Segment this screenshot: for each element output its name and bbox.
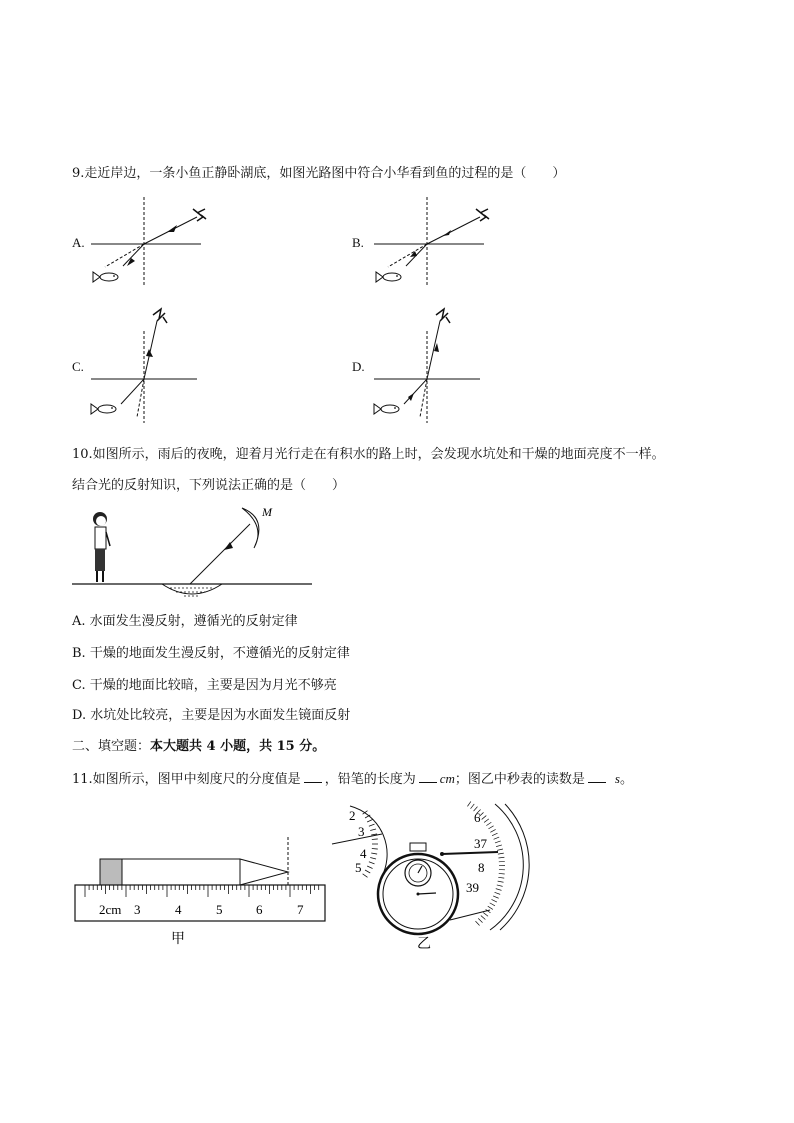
section-2-description: 本大题共 4 小题，共 15 分。 [150, 739, 326, 754]
outer-dial-tick [498, 853, 504, 854]
ruler-label-6: 6 [256, 902, 263, 917]
inner-dial-label-2: 2 [349, 808, 356, 823]
inner-dial-tick [370, 857, 376, 859]
q10-stem-line2: 结合光的反射知识，下列说法正确的是（ ） [72, 478, 346, 493]
eye-icon [436, 309, 450, 323]
person-icon [93, 512, 110, 582]
inner-dial-tick [369, 862, 375, 864]
q11-blank-3[interactable] [588, 770, 606, 783]
fish-icon [91, 404, 116, 414]
outer-dial-tick [475, 921, 479, 925]
outer-dial-tick [478, 918, 482, 922]
outer-dial-tick [497, 849, 503, 850]
inner-dial-tick [372, 849, 378, 850]
ruler-label-4: 4 [175, 902, 182, 917]
eye-icon [476, 209, 489, 221]
inner-dial-label-4: 4 [360, 846, 367, 861]
outer-dial-tick [483, 913, 488, 917]
outer-dial-tick [488, 826, 493, 829]
outer-dial-label-39: 39 [466, 880, 479, 895]
q10-option-b[interactable]: B. 干燥的地面发生漫反射，不遵循光的反射定律 [72, 646, 350, 661]
q11-end: 。 [619, 772, 633, 787]
moon-icon [242, 508, 259, 548]
outer-dial-tick [498, 877, 504, 878]
inner-dial-tick [367, 819, 372, 822]
outer-dial-label-37: 37 [474, 836, 487, 851]
figure-jia-caption: 甲 [171, 932, 185, 947]
q9-figure-c [85, 305, 225, 425]
ruler-label-7: 7 [297, 902, 304, 917]
q11-unit-s: s [614, 771, 620, 786]
inner-dial-tick [367, 866, 372, 869]
outer-dial-tick [492, 899, 497, 902]
q11-part3: ；图乙中秒表的读数是 [454, 772, 585, 787]
q11-blank-1[interactable] [304, 770, 322, 783]
outer-dial-tick [486, 822, 491, 825]
q9-figure-a [85, 195, 225, 290]
outer-dial-tick [495, 892, 501, 894]
outer-dial-tick [496, 889, 502, 891]
outer-dial-tick [492, 833, 497, 836]
moon-label: M [262, 505, 272, 519]
q9-option-b-label[interactable]: B. [352, 235, 364, 250]
section-2-prefix: 二、填空题： [72, 739, 151, 754]
outer-dial-tick [471, 804, 475, 809]
q9-figure-b [368, 195, 508, 290]
inner-dial-tick [369, 824, 375, 826]
section-2-heading [72, 738, 325, 756]
stopwatch-icon [378, 843, 458, 934]
fish-icon [374, 404, 399, 414]
inner-dial-tick [371, 853, 377, 854]
outer-dial-tick [499, 873, 505, 874]
outer-dial-tick [495, 841, 501, 843]
outer-dial-tick [482, 816, 487, 820]
outer-dial-tick [498, 881, 504, 882]
outer-dial-tick [496, 845, 502, 847]
q9-option-d-label[interactable]: D. [352, 359, 365, 374]
q10-stem-line1: 10.如图所示，雨后的夜晚，迎着月光行走在有积水的路上时，会发现水坑处和干燥的地面亮度不一样。 [72, 447, 665, 462]
eye-icon [153, 309, 167, 323]
figure-yi-caption: 乙 [417, 937, 431, 952]
q10-figure [70, 500, 320, 605]
outer-dial-tick [490, 829, 495, 832]
q10-option-c[interactable]: C. 干燥的地面比较暗，主要是因为月光不够亮 [72, 678, 337, 693]
q11-stopwatch-figure [330, 800, 530, 955]
q11-ruler-figure [70, 835, 335, 950]
outer-dial-tick [481, 916, 486, 920]
q10-option-a[interactable]: A. 水面发生漫反射，遵循光的反射定律 [72, 614, 298, 629]
inner-dial-tick [365, 870, 370, 873]
pencil-icon [100, 859, 288, 885]
inner-dial-tick [363, 874, 368, 877]
outer-dial-label-6: 6 [474, 810, 481, 825]
eye-icon [193, 209, 206, 221]
ruler-label-2cm: 2cm [99, 902, 122, 917]
outer-dial-tick [493, 896, 499, 898]
q9-figure-d [368, 305, 508, 425]
q11-part1: 11.如图所示，图甲中刻度尺的分度值是 [72, 772, 301, 787]
fish-icon [376, 272, 401, 282]
q9-option-c-label[interactable]: C. [72, 359, 84, 374]
q11-unit-cm: cm [439, 771, 455, 786]
q11-stem [72, 770, 633, 789]
inner-dial-label-5: 5 [355, 860, 362, 875]
ruler-label-3: 3 [134, 902, 141, 917]
q9-option-a-label[interactable]: A. [72, 235, 85, 250]
fish-icon [93, 272, 118, 282]
inner-dial-label-3: 3 [358, 824, 365, 839]
q10-option-d[interactable]: D. 水坑处比较亮，主要是因为水面发生镜面反射 [72, 708, 351, 723]
outer-dial-label-8: 8 [478, 860, 485, 875]
outer-dial-tick [497, 885, 503, 886]
ruler-label-5: 5 [216, 902, 223, 917]
outer-dial-tick [494, 837, 500, 839]
inner-dial-tick [372, 839, 378, 840]
outer-dial-tick [498, 857, 504, 858]
inner-dial-ticks [363, 811, 378, 878]
q11-part2: ，铅笔的长度为 [324, 772, 416, 787]
inner-dial-tick [370, 829, 376, 831]
q9-stem: 9.走近岸边，一条小鱼正静卧湖底，如图光路图中符合小华看到鱼的过程的是（ ） [72, 166, 566, 181]
outer-dial-tick [490, 903, 495, 906]
outer-dial-tick [488, 906, 493, 909]
outer-dial-tick [484, 819, 489, 823]
outer-dial-tick [467, 801, 470, 806]
q11-blank-2[interactable] [419, 770, 437, 783]
